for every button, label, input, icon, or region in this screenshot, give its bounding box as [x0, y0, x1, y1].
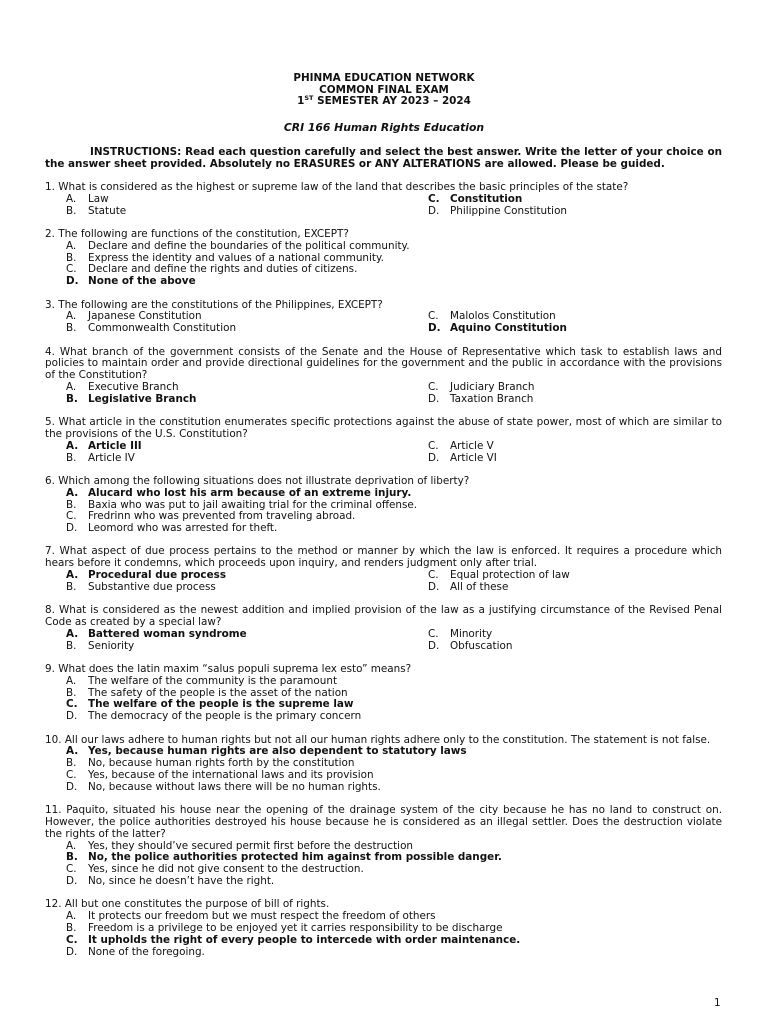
answer-option — [45, 323, 428, 335]
option-letter: A. — [66, 486, 79, 499]
instructions: INSTRUCTIONS: Read each question carefully and select the best answer. Write the letter of your choice on the answer sheet provided. Absolutely no ERASURES or ANY ALTERATIONS are allowed. Please be guided. — [45, 146, 722, 170]
option-text: Statute — [88, 204, 127, 217]
option-text: Commonwealth Constitution — [88, 322, 237, 335]
option-letter: C. — [66, 769, 77, 782]
option-letter: A. — [66, 192, 77, 205]
option-text: Article V — [450, 439, 494, 452]
option-letter: D. — [66, 874, 78, 887]
option-text: Substantive due process — [88, 580, 216, 593]
answer-option — [428, 394, 722, 406]
course-title: CRI 166 Human Rights Education — [283, 121, 485, 134]
option-text: Baxia who was put to jail awaiting trial for the criminal offense. — [88, 498, 418, 511]
option-text: Freedom is a privilege to be enjoyed yet it carries responsibility to be discharge — [88, 921, 503, 934]
option-letter: A. — [66, 310, 77, 323]
exam-name: COMMON FINAL EXAM — [319, 83, 449, 96]
option-text: Aquino Constitution — [450, 322, 567, 335]
question-stem: 8. What is considered as the newest addition and implied provision of the law as a justifying circumstance of the Revised Penal Code as created by a special law? — [45, 604, 722, 629]
answer-option — [45, 676, 722, 688]
semester-number: 1 — [297, 95, 305, 107]
option-text: Legislative Branch — [88, 392, 197, 405]
answer-options — [45, 570, 722, 594]
answer-options — [45, 911, 722, 958]
question-7 — [45, 546, 722, 593]
option-text: Express the identity and values of a national community. — [88, 251, 384, 264]
option-text: Yes, because of the international laws and its provision — [88, 769, 374, 782]
option-text: Constitution — [450, 192, 523, 205]
answer-option — [428, 582, 722, 594]
answer-options — [45, 441, 722, 465]
option-text: Declare and define the boundaries of the political community. — [88, 239, 410, 252]
answer-option — [45, 488, 722, 500]
question-stem: 5. What article in the constitution enumerates specific protections against the abuse of state power, most of which are similar to the provisions of the U.S. Constitution? — [45, 416, 722, 440]
answer-option — [428, 382, 722, 394]
option-letter: A. — [66, 439, 79, 452]
semester-line — [0, 96, 768, 108]
answer-option — [45, 923, 722, 935]
answer-option — [45, 441, 428, 453]
question-10 — [45, 735, 722, 794]
question-stem: 11. Paquito, situated his house near the opening of the drainage system of the city because he has no land to construct on. However, the police authorities destroyed his house because he is considered as an illegal settler. Does the destruction violate the rights of the latter? — [45, 804, 722, 840]
option-text: Malolos Constitution — [450, 310, 556, 323]
question-11 — [45, 805, 722, 888]
exam-header — [0, 73, 768, 108]
option-text: Article VI — [450, 451, 497, 464]
answer-option — [45, 947, 722, 959]
answer-options — [45, 311, 722, 335]
option-text: Yes, they should’ve secured permit first before the destruction — [88, 839, 414, 852]
option-text: Minority — [450, 627, 493, 640]
answer-option — [45, 782, 722, 794]
question-3 — [45, 300, 722, 335]
question-12 — [45, 899, 722, 958]
answer-options — [45, 676, 722, 723]
semester-text: SEMESTER AY 2023 – 2024 — [313, 95, 471, 107]
question-9 — [45, 664, 722, 723]
option-letter: C. — [66, 510, 77, 523]
option-text: Japanese Constitution — [88, 310, 202, 323]
answer-option — [428, 441, 722, 453]
option-text: Law — [88, 192, 109, 205]
answer-option — [45, 276, 722, 288]
answer-option — [45, 194, 428, 206]
question-stem: 12. All but one constitutes the purpose of bill of rights. — [45, 898, 330, 911]
option-letter: A. — [66, 380, 77, 393]
option-letter: D. — [66, 780, 78, 793]
answer-option — [45, 382, 428, 394]
answer-option — [428, 323, 722, 335]
option-text: Yes, since he did not give consent to the destruction. — [88, 863, 364, 876]
option-letter: B. — [66, 580, 77, 593]
option-letter: C. — [66, 933, 78, 946]
option-letter: A. — [66, 569, 79, 582]
answer-option — [428, 629, 722, 641]
answer-option — [45, 876, 722, 888]
option-text: No, because human rights forth by the constitution — [88, 757, 355, 770]
option-letter: B. — [66, 251, 77, 264]
option-text: No, the police authorities protected him against from possible danger. — [88, 851, 502, 864]
answer-option — [45, 453, 428, 465]
option-letter: C. — [428, 310, 439, 323]
option-letter: B. — [66, 851, 78, 864]
answer-option — [428, 641, 722, 653]
answer-options — [45, 241, 722, 288]
option-text: Procedural due process — [88, 569, 227, 582]
option-letter: C. — [428, 569, 439, 582]
option-letter: D. — [428, 639, 440, 652]
option-text: Taxation Branch — [450, 392, 534, 405]
answer-options — [45, 194, 722, 218]
option-letter: C. — [428, 380, 439, 393]
question-1 — [45, 182, 722, 217]
option-letter: C. — [66, 863, 77, 876]
option-letter: A. — [66, 839, 77, 852]
answer-option — [45, 394, 428, 406]
option-letter: B. — [66, 322, 77, 335]
option-letter: B. — [66, 392, 78, 405]
question-stem: 2. The following are functions of the constitution, EXCEPT? — [45, 227, 349, 240]
option-text: The welfare of the people is the supreme law — [88, 698, 354, 711]
option-letter: D. — [428, 322, 441, 335]
answer-option — [428, 206, 722, 218]
option-letter: D. — [66, 710, 78, 723]
option-letter: B. — [66, 921, 77, 934]
question-4 — [45, 347, 722, 406]
answer-option — [45, 523, 722, 535]
option-text: Fredrinn who was prevented from traveling abroad. — [88, 510, 356, 523]
option-letter: C. — [428, 192, 440, 205]
option-letter: D. — [428, 580, 440, 593]
network-name: PHINMA EDUCATION NETWORK — [293, 72, 475, 84]
option-letter: D. — [66, 522, 78, 535]
option-text: The democracy of the people is the primary concern — [88, 710, 362, 723]
answer-option — [45, 582, 428, 594]
option-text: None of the above — [88, 275, 196, 288]
answer-option — [45, 206, 428, 218]
option-letter: B. — [66, 498, 77, 511]
option-text: Article III — [88, 439, 142, 452]
answer-option — [428, 194, 722, 206]
question-stem: 7. What aspect of due process pertains to the method or manner by which the law is enforced. It requires a procedure which hears before it condemns, which proceeds upon inquiry, and renders judgment only after trial. — [45, 545, 722, 570]
option-letter: C. — [428, 439, 439, 452]
option-text: All of these — [450, 580, 509, 593]
option-text: Battered woman syndrome — [88, 627, 247, 640]
option-text: Declare and define the rights and duties of citizens. — [88, 263, 358, 276]
option-text: None of the foregoing. — [88, 945, 205, 958]
option-text: Article IV — [88, 451, 135, 464]
option-text: Yes, because human rights are also dependent to statutory laws — [88, 745, 467, 758]
option-text: The welfare of the community is the paramount — [88, 674, 338, 687]
answer-option — [45, 629, 428, 641]
option-letter: B. — [66, 686, 77, 699]
answer-option — [45, 935, 722, 947]
option-letter: B. — [66, 451, 77, 464]
option-letter: D. — [428, 204, 440, 217]
option-text: Leomord who was arrested for theft. — [88, 522, 278, 535]
answer-option — [428, 453, 722, 465]
answer-option — [45, 711, 722, 723]
answer-options — [45, 629, 722, 653]
option-letter: A. — [66, 627, 79, 640]
answer-option — [45, 241, 722, 253]
question-5 — [45, 417, 722, 464]
option-letter: B. — [66, 757, 77, 770]
option-letter: D. — [66, 945, 78, 958]
option-text: Alucard who lost his arm because of an extreme injury. — [88, 486, 412, 499]
option-letter: A. — [66, 745, 79, 758]
question-2 — [45, 229, 722, 288]
option-letter: B. — [66, 639, 77, 652]
option-text: No, because without laws there will be no human rights. — [88, 780, 381, 793]
option-text: It upholds the right of every people to intercede with order maintenance. — [88, 933, 521, 946]
question-list — [45, 182, 722, 970]
answer-options — [45, 488, 722, 535]
option-letter: D. — [428, 451, 440, 464]
option-letter: A. — [66, 910, 77, 923]
option-text: Philippine Constitution — [450, 204, 568, 217]
option-letter: A. — [66, 674, 77, 687]
semester-ordinal: ST — [304, 94, 314, 102]
option-text: No, since he doesn’t have the right. — [88, 874, 275, 887]
option-text: It protects our freedom but we must respect the freedom of others — [88, 910, 436, 923]
page-number: 1 — [714, 997, 721, 1009]
option-letter: D. — [428, 392, 440, 405]
question-8 — [45, 605, 722, 652]
option-text: Executive Branch — [88, 380, 179, 393]
question-stem: 1. What is considered as the highest or supreme law of the land that describes the basic principles of the state? — [45, 181, 629, 193]
question-stem: 3. The following are the constitutions of the Philippines, EXCEPT? — [45, 298, 383, 311]
question-6 — [45, 476, 722, 535]
answer-options — [45, 841, 722, 888]
answer-option — [45, 641, 428, 653]
question-stem: 9. What does the latin maxim “salus populi suprema lex esto” means? — [45, 663, 412, 676]
option-text: Obfuscation — [450, 639, 513, 652]
option-text: Seniority — [88, 639, 135, 652]
option-text: Equal protection of law — [450, 569, 570, 582]
option-text: The safety of the people is the asset of the nation — [88, 686, 348, 699]
option-letter: C. — [66, 698, 78, 711]
option-letter: A. — [66, 239, 77, 252]
option-letter: C. — [428, 627, 439, 640]
option-letter: D. — [66, 275, 79, 288]
answer-options — [45, 746, 722, 793]
option-text: Judiciary Branch — [450, 380, 535, 393]
option-letter: B. — [66, 204, 77, 217]
question-stem: 6. Which among the following situations does not illustrate deprivation of liberty? — [45, 474, 470, 487]
option-letter: C. — [66, 263, 77, 276]
question-stem: 10. All our laws adhere to human rights but not all our human rights adhere only to the constitution. The statement is not false. — [45, 733, 711, 746]
question-stem: 4. What branch of the government consists of the Senate and the House of Representative which task to establish laws and policies to maintain order and provide directional guidelines for the government and the public in accordance with the provisions of the Constitution? — [45, 345, 722, 382]
answer-options — [45, 382, 722, 406]
